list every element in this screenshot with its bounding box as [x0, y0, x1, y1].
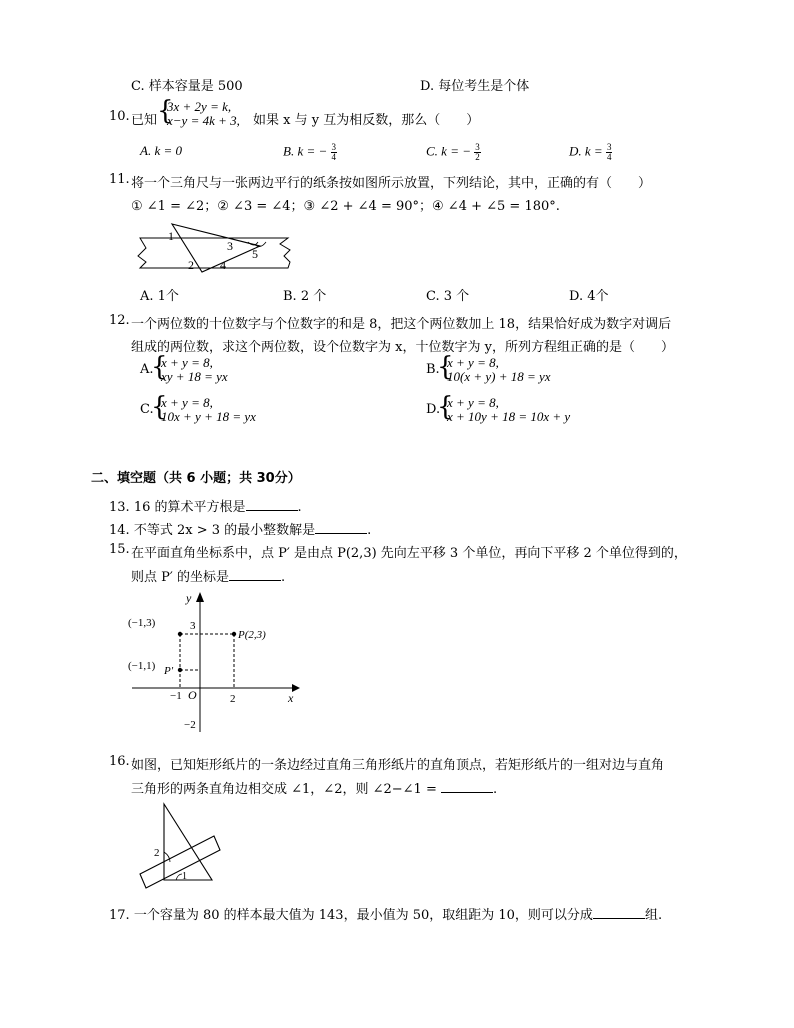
fig11-label-3: 3 — [227, 239, 233, 253]
q16-line2: 三角形的两条直角边相交成 ∠1，∠2，则 ∠2−∠1 = . — [131, 782, 498, 797]
q12-number: 12. — [109, 313, 130, 328]
q15-line1: 在平面直角坐标系中，点 P′ 是由点 P(2,3) 先向左平移 3 个单位，再向下平移 2 个单位得到的， — [131, 546, 687, 561]
q16-number: 16. — [109, 754, 130, 769]
q16-figure — [134, 800, 226, 890]
q13-answer-blank[interactable] — [246, 498, 298, 511]
q10-option-d: D. k = $\frac{3}{4}$ — [569, 142, 612, 162]
q11-statements: ① ∠1 = ∠2；② ∠3 = ∠4；③ ∠2 + ∠4 = 90°；④ ∠4 + ∠5 = 180°. — [131, 199, 560, 214]
q15-number: 15. — [109, 542, 130, 557]
point-p-prime — [178, 668, 182, 672]
question-14 — [109, 519, 371, 538]
q12-c-brace: { — [151, 392, 168, 422]
q17-text: 一个容量为 80 的样本最大值为 143，最小值为 50，取组距为 10，则可以分成 — [133, 908, 593, 923]
q17-answer-blank[interactable] — [593, 906, 645, 919]
q13-text: 16 的算术平方根是 — [133, 500, 246, 515]
q12-d-brace: { — [437, 392, 454, 422]
q15-coordinate-figure — [126, 588, 302, 734]
label-m1-3: (−1,3) — [128, 617, 156, 629]
y-axis-label: y — [186, 591, 192, 605]
q11-option-b: B. 2 个 — [283, 289, 327, 304]
right-triangle-shape — [164, 804, 212, 880]
q13-number: 13. — [109, 500, 130, 515]
q10-suffix: 如果 x 与 y 互为相反数，那么（ ） — [253, 113, 480, 128]
q12-option-d-label: D. — [426, 402, 441, 417]
origin-label: O — [188, 688, 197, 702]
paper-strip-shape — [138, 238, 290, 268]
q14-number: 14. — [109, 523, 130, 538]
q12-b-brace: { — [437, 352, 454, 382]
q12-d-eq2: x + 10y + 18 = 10x + y — [447, 409, 571, 424]
question-17 — [109, 904, 662, 923]
q9-option-c: C. 样本容量是 500 — [131, 79, 243, 94]
fig16-label-1: 1 — [182, 871, 187, 882]
fig11-label-5: 5 — [252, 247, 258, 261]
q16-answer-blank[interactable] — [441, 780, 493, 793]
q10-option-a: A. k = 0 — [140, 143, 182, 158]
q10-prefix: 已知 — [131, 113, 158, 128]
fig11-label-2: 2 — [188, 258, 194, 272]
tick-label-m1: −1 — [170, 690, 182, 702]
q17-end: 组. — [644, 908, 663, 923]
q10-number: 10. — [109, 109, 130, 124]
tick-label-2: 2 — [230, 693, 236, 705]
point-p — [232, 632, 236, 636]
q15-answer-blank[interactable] — [229, 568, 281, 581]
section-2-heading: 二、填空题（共 6 小题；共 30分） — [91, 471, 301, 486]
q15-line2: 则点 P′ 的坐标是 . — [131, 570, 286, 585]
question-13 — [109, 496, 302, 515]
fig11-label-1: 1 — [168, 229, 174, 243]
q12-a-eq2: xy + 18 = yx — [161, 369, 228, 384]
q14-text: 不等式 2x > 3 的最小整数解是 — [133, 523, 316, 538]
q13-end: . — [297, 500, 302, 515]
triangle-ruler-shape — [172, 224, 260, 272]
label-p-prime: P′ — [164, 665, 174, 677]
q12-b-eq2: 10(x + y) + 18 = yx — [447, 369, 551, 384]
fig11-label-4: 4 — [220, 258, 226, 272]
q12-d-eq1: x + y = 8, — [447, 395, 499, 410]
q11-number: 11. — [109, 172, 130, 187]
q17-number: 17. — [109, 908, 130, 923]
q11-option-c: C. 3 个 — [426, 289, 470, 304]
y-axis-arrow — [196, 592, 204, 602]
q12-option-b-label: B. — [426, 362, 440, 377]
label-p: P(2,3) — [238, 629, 266, 641]
q11-stem: 将一个三角尺与一张两边平行的纸条按如图所示放置，下列结论，其中，正确的有（ ） — [131, 176, 652, 191]
label-m1-1: (−1,1) — [128, 660, 156, 672]
q12-a-eq1: x + y = 8, — [161, 355, 213, 370]
point-m1-3 — [178, 632, 182, 636]
fig16-label-2: 2 — [154, 847, 160, 859]
q10-option-b: B. k = − $\frac{3}{4}$ — [283, 142, 337, 162]
q11-option-a: A. 1个 — [140, 289, 179, 304]
q12-c-eq1: x + y = 8, — [161, 395, 213, 410]
q9-option-d: D. 每位考生是个体 — [420, 79, 530, 94]
q10-eq2: x−y = 4k + 3, — [167, 113, 240, 128]
q11-figure — [136, 218, 296, 274]
q11-option-d: D. 4个 — [569, 289, 609, 304]
q12-option-a-label: A. — [140, 362, 154, 377]
q12-a-brace: { — [151, 352, 168, 382]
q10-eq1: 3x + 2y = k, — [167, 99, 232, 114]
q10-brace: { — [157, 96, 174, 126]
q14-end: . — [367, 523, 372, 538]
q16-line1: 如图，已知矩形纸片的一条边经过直角三角形纸片的直角顶点，若矩形纸片的一组对边与直角 — [131, 758, 665, 773]
tick-label-3: 3 — [190, 620, 196, 632]
tick-label-m2: −2 — [184, 719, 196, 731]
q12-b-eq1: x + y = 8, — [447, 355, 499, 370]
q12-c-eq2: 10x + y + 18 = yx — [161, 409, 256, 424]
x-axis-label: x — [288, 691, 294, 705]
q12-option-c-label: C. — [140, 402, 154, 417]
q10-option-c: C. k = − $\frac{3}{2}$ — [426, 142, 480, 162]
q14-answer-blank[interactable] — [315, 521, 367, 534]
q12-line2: 组成的两位数，求这个两位数，设个位数字为 x，十位数字为 y，所列方程组正确的是（ ） — [131, 340, 674, 355]
q12-line1: 一个两位数的十位数字与个位数字的和是 8，把这个两位数加上 18，结果恰好成为数字对调后 — [131, 317, 672, 332]
